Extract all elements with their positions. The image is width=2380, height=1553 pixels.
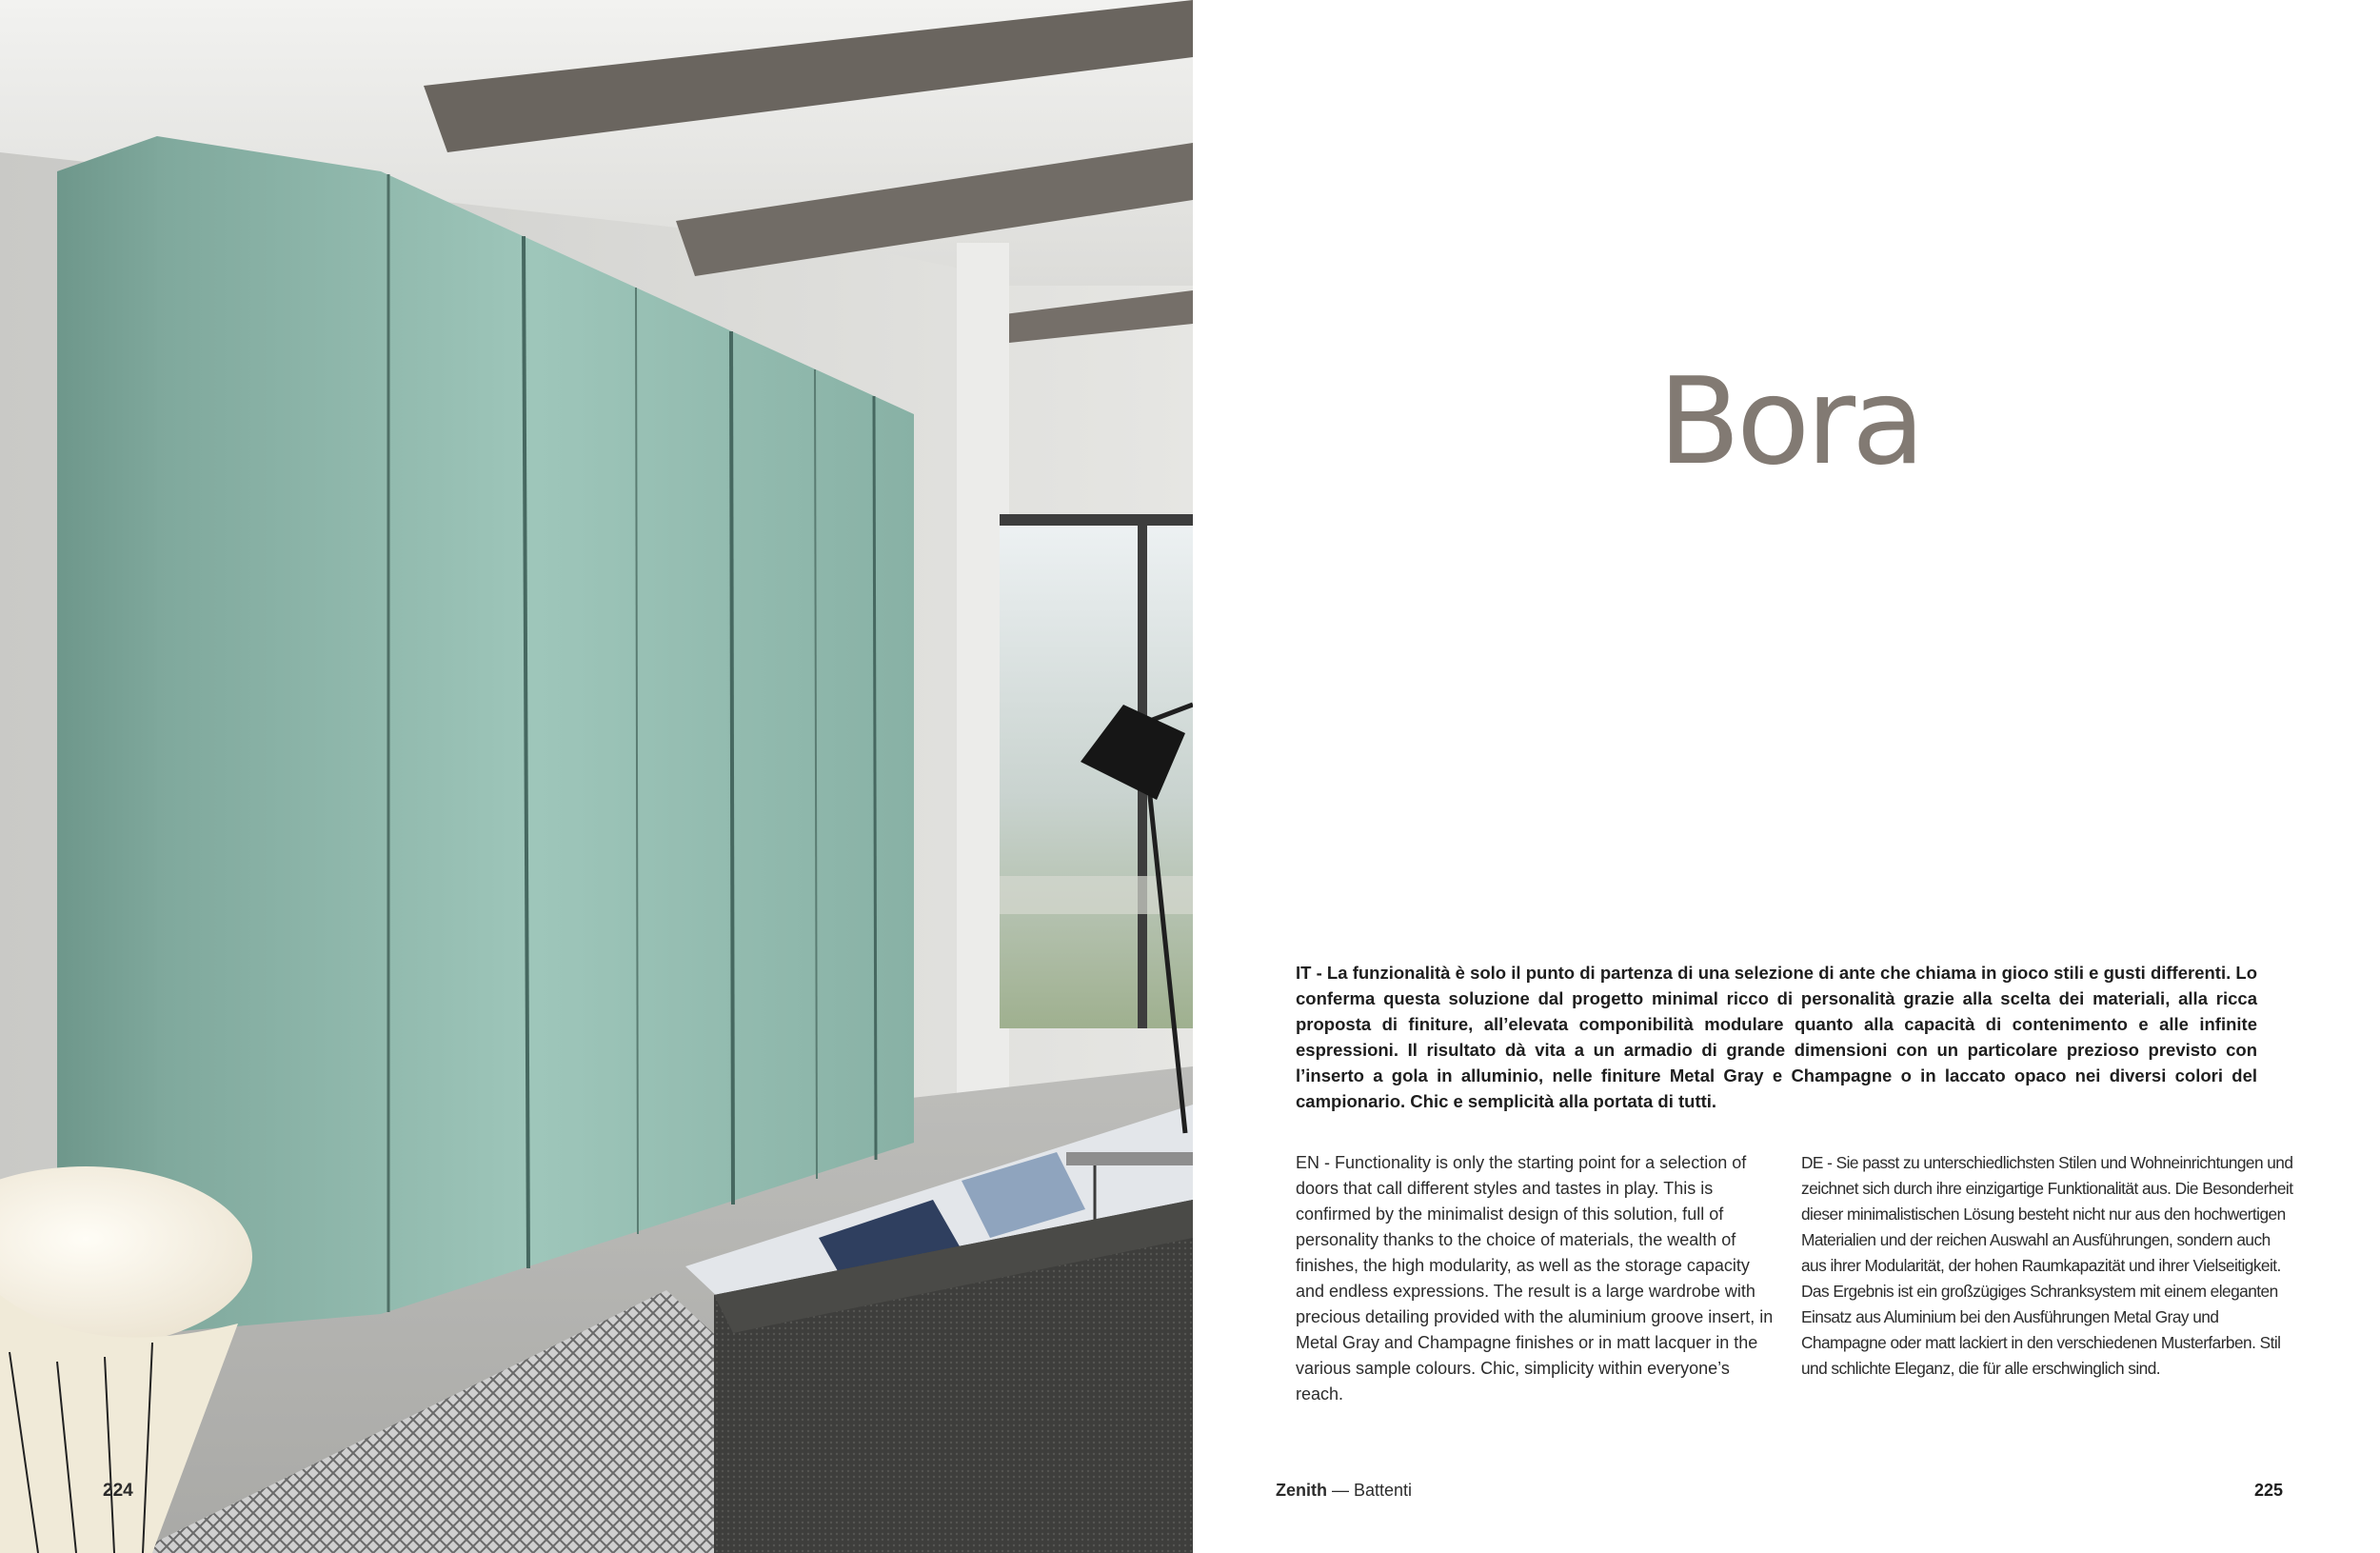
footer-section: — Battenti — [1327, 1481, 1413, 1500]
german-paragraph: DE - Sie passt zu unterschiedlichsten Stilen und Wohneinrichtungen und zeichnet sich durch ihre einzigartige Funktionalität aus. Die Besonderheit dieser minimalistischen Lösung besteht nicht nur aus den hochwertigen Materialien und der reichen Auswahl an Ausführungen, sondern auch aus ihrer Modularität, der hohen Raumkapazität und ihrer Vielseitigkeit. Das Ergebnis ist ein großzügiges Schranksystem mit einem eleganten Einsatz aus Aluminium bei den Ausführungen Metal Gray und Champagne oder matt lackiert in den verschiedenen Musterfarben. Stil und schlichte Eleganz, die für alle erschwinglich sind. — [1801, 1153, 2293, 1378]
footer-brand: Zenith — [1276, 1481, 1327, 1500]
italian-paragraph: IT - La funzionalità è solo il punto di partenza di una selezione di ante che chiama in gioco stili e gusti differenti. Lo conferma questa soluzione dal progetto minimal ricco di personalità grazie alla scelta dei materiali, alla ricca proposta di finiture, all’elevata componibilità modulare quanto alla capacità di contenimento e alle infinite espressioni. Il risultato dà vita a un armadio di grande dimensioni con un particolare prezioso previsto con l’inserto a gola in alluminio, nelle finiture Metal Gray e Champagne o in laccato opaco nei diversi colori del campionario. Chic e semplicità alla portata di tutti. — [1296, 963, 2257, 1111]
page-title: Bora — [1657, 351, 1922, 491]
page-number-left: 224 — [103, 1481, 133, 1501]
footer-caption — [1276, 1481, 1412, 1501]
english-paragraph: EN - Functionality is only the starting point for a selection of doors that call different styles and tastes in play. This is confirmed by the minimalist design of this solution, full of personality thanks to the choice of materials, the wealth of finishes, the high modularity, as well as the storage capacity and endless expressions. The result is a large wardrobe with precious detailing provided with the aluminium groove insert, in Metal Gray and Champagne finishes or in matt lacquer in the various sample colours. Chic, simplicity within everyone’s reach. — [1296, 1153, 1774, 1404]
page-number-right: 225 — [2253, 1481, 2283, 1500]
